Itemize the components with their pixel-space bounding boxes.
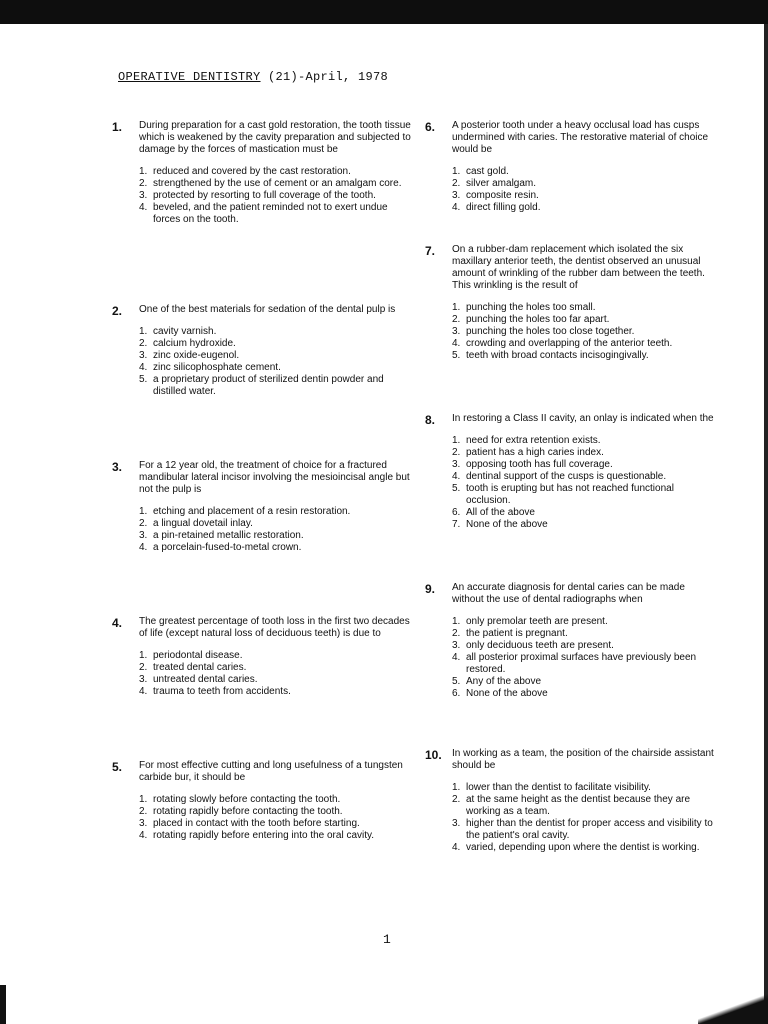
answer-option-text: a lingual dovetail inlay. (153, 518, 253, 529)
answer-option-text: punching the holes too small. (466, 302, 596, 313)
answer-option-text: untreated dental caries. (153, 674, 258, 685)
answer-option-text: treated dental caries. (153, 662, 247, 673)
answer-option-text: etching and placement of a resin restoration. (153, 506, 351, 517)
answer-option (139, 650, 412, 662)
answer-option-text: All of the above (466, 507, 535, 518)
answer-option-text: trauma to teeth from accidents. (153, 686, 291, 697)
question-number: 9. (425, 582, 436, 596)
answer-options (452, 616, 715, 700)
answer-option-number: 5. (139, 374, 148, 385)
question-7 (425, 244, 715, 362)
answer-option-text: None of the above (466, 519, 548, 530)
answer-option-number: 1. (452, 616, 461, 627)
answer-option-number: 1. (452, 302, 461, 313)
question-number: 8. (425, 413, 436, 427)
answer-option-text: punching the holes too far apart. (466, 314, 610, 325)
answer-option (139, 506, 412, 518)
question-stem: A posterior tooth under a heavy occlusal load has cusps undermined with caries. The restorative material of choice would be (452, 120, 709, 155)
answer-option-number: 3. (452, 640, 461, 651)
answer-option (452, 818, 715, 842)
answer-option (452, 338, 715, 350)
answer-option-text: None of the above (466, 688, 548, 699)
answer-option-number: 3. (452, 818, 461, 829)
answer-option (139, 518, 412, 530)
answer-option-number: 1. (452, 782, 461, 793)
question-10 (425, 748, 715, 854)
answer-option-text: rotating rapidly before contacting the tooth. (153, 806, 343, 817)
answer-option-number: 2. (452, 314, 461, 325)
answer-option (452, 519, 715, 531)
answer-option-number: 5. (452, 350, 461, 361)
answer-option (452, 447, 715, 459)
answer-option (139, 374, 412, 398)
question-number: 6. (425, 120, 436, 134)
answer-option-number: 1. (139, 650, 148, 661)
answer-option-number: 4. (452, 338, 461, 349)
answer-options (452, 435, 715, 531)
answer-option (452, 326, 715, 338)
answer-option (452, 507, 715, 519)
answer-option-number: 1. (139, 506, 148, 517)
answer-option-number: 6. (452, 507, 461, 518)
answer-option (452, 190, 715, 202)
answer-option (452, 782, 715, 794)
answer-option-number: 1. (452, 166, 461, 177)
answer-option-number: 4. (452, 202, 461, 213)
question-2 (112, 304, 412, 398)
answer-option-text: rotating rapidly before entering into the oral cavity. (153, 830, 375, 841)
answer-option (139, 686, 412, 698)
answer-option (139, 166, 412, 178)
question-stem: For most effective cutting and long usefulness of a tungsten carbide bur, it should be (139, 760, 403, 783)
answer-option-number: 3. (139, 350, 148, 361)
answer-option-text: all posterior proximal surfaces have previously been restored. (466, 652, 697, 675)
answer-option-number: 5. (452, 676, 461, 687)
answer-option-number: 2. (139, 518, 148, 529)
answer-option-text: calcium hydroxide. (153, 338, 236, 349)
answer-option-text: rotating slowly before contacting the tooth. (153, 794, 341, 805)
answer-option-number: 4. (139, 686, 148, 697)
answer-option-text: beveled, and the patient reminded not to exert undue forces on the tooth. (153, 202, 388, 225)
answer-option (139, 350, 412, 362)
answer-option-text: teeth with broad contacts incisogingivally. (466, 350, 649, 361)
answer-option-number: 3. (139, 530, 148, 541)
answer-option-text: Any of the above (466, 676, 542, 687)
answer-option-text: higher than the dentist for proper access and visibility to the patient's oral cavity. (466, 818, 713, 841)
answer-option (139, 542, 412, 554)
question-number: 1. (112, 120, 123, 134)
answer-option (452, 435, 715, 447)
answer-option-text: reduced and covered by the cast restoration. (153, 166, 351, 177)
answer-options (139, 326, 412, 398)
answer-options (139, 650, 412, 698)
answer-option-number: 2. (452, 178, 461, 189)
question-stem: During preparation for a cast gold restoration, the tooth tissue which is weakened by the cavity preparation and subjected to damage by the forces of mastication must be (139, 120, 411, 155)
answer-option-text: placed in contact with the tooth before starting. (153, 818, 360, 829)
question-number: 10. (425, 748, 442, 762)
question-stem: The greatest percentage of tooth loss in the first two decades of life (except natural loss of deciduous teeth) is due to (139, 616, 410, 639)
answer-option (139, 362, 412, 374)
answer-option (452, 471, 715, 483)
answer-option-text: crowding and overlapping of the anterior teeth. (466, 338, 673, 349)
answer-option (139, 190, 412, 202)
question-9 (425, 582, 715, 700)
answer-options (139, 506, 412, 554)
answer-option-number: 4. (139, 202, 148, 213)
answer-option (452, 178, 715, 190)
question-8 (425, 413, 715, 531)
answer-option-text: at the same height as the dentist because they are working as a team. (466, 794, 691, 817)
answer-option-number: 4. (452, 842, 461, 853)
answer-option (139, 202, 412, 226)
answer-option-number: 2. (452, 794, 461, 805)
answer-option (452, 483, 715, 507)
answer-option-number: 2. (452, 447, 461, 458)
answer-option (452, 202, 715, 214)
answer-option-number: 2. (139, 662, 148, 673)
answer-option-text: a pin-retained metallic restoration. (153, 530, 304, 541)
answer-option-number: 5. (452, 483, 461, 494)
answer-option-number: 1. (139, 166, 148, 177)
answer-option-text: punching the holes too close together. (466, 326, 635, 337)
answer-option-text: patient has a high caries index. (466, 447, 604, 458)
answer-option (139, 662, 412, 674)
answer-option-number: 4. (139, 362, 148, 373)
scan-edge-right (764, 24, 768, 1024)
question-stem: In working as a team, the position of the chairside assistant should be (452, 748, 714, 771)
answer-option-text: tooth is erupting but has not reached functional occlusion. (466, 483, 674, 506)
answer-option-text: composite resin. (466, 190, 539, 201)
answer-option-text: lower than the dentist to facilitate visibility. (466, 782, 651, 793)
answer-option (452, 676, 715, 688)
question-number: 2. (112, 304, 123, 318)
answer-option (452, 640, 715, 652)
answer-option-number: 2. (139, 806, 148, 817)
question-5 (112, 760, 412, 842)
answer-option (139, 674, 412, 686)
answer-option-text: only deciduous teeth are present. (466, 640, 614, 651)
answer-option-text: cast gold. (466, 166, 509, 177)
answer-option-text: the patient is pregnant. (466, 628, 568, 639)
answer-option (452, 628, 715, 640)
answer-options (139, 794, 412, 842)
answer-options (452, 302, 715, 362)
answer-option (139, 530, 412, 542)
page-title (118, 70, 388, 84)
answer-option (139, 326, 412, 338)
answer-option-text: silver amalgam. (466, 178, 537, 189)
answer-option-number: 3. (139, 818, 148, 829)
answer-option-number: 3. (139, 190, 148, 201)
answer-option (139, 338, 412, 350)
answer-option-number: 4. (139, 830, 148, 841)
answer-option (139, 818, 412, 830)
answer-option (452, 166, 715, 178)
question-stem: An accurate diagnosis for dental caries can be made without the use of dental radiographs when (452, 582, 685, 605)
answer-options (139, 166, 412, 226)
answer-option (452, 314, 715, 326)
question-number: 5. (112, 760, 123, 774)
answer-option-text: dentinal support of the cusps is questionable. (466, 471, 667, 482)
question-6 (425, 120, 715, 214)
answer-option-number: 2. (452, 628, 461, 639)
answer-option (452, 302, 715, 314)
answer-option-number: 4. (452, 652, 461, 663)
answer-option-number: 1. (139, 326, 148, 337)
answer-option-text: cavity varnish. (153, 326, 217, 337)
answer-option-number: 2. (139, 338, 148, 349)
scan-edge-bottom-left (0, 985, 6, 1024)
answer-option (452, 688, 715, 700)
answer-option (452, 842, 715, 854)
question-stem: One of the best materials for sedation of the dental pulp is (139, 304, 396, 315)
answer-option-number: 4. (139, 542, 148, 553)
answer-option-text: direct filling gold. (466, 202, 541, 213)
question-4 (112, 616, 412, 698)
answer-option (452, 652, 715, 676)
answer-option-number: 3. (452, 459, 461, 470)
answer-option-text: zinc oxide-eugenol. (153, 350, 240, 361)
answer-option-number: 3. (452, 190, 461, 201)
answer-options (452, 782, 715, 854)
answer-options (452, 166, 715, 214)
page-title-suffix: (21)-April, 1978 (260, 70, 389, 84)
answer-option-number: 6. (452, 688, 461, 699)
answer-option-number: 3. (452, 326, 461, 337)
answer-option (452, 794, 715, 818)
answer-option-number: 7. (452, 519, 461, 530)
answer-option-number: 2. (139, 178, 148, 189)
answer-option-number: 1. (452, 435, 461, 446)
question-1 (112, 120, 412, 226)
question-3 (112, 460, 412, 554)
question-stem: In restoring a Class II cavity, an onlay is indicated when the (452, 413, 714, 424)
scan-edge-top (0, 0, 768, 24)
page-number: 1 (383, 932, 391, 947)
scan-corner-bottom-right (698, 994, 768, 1024)
answer-option (139, 794, 412, 806)
question-number: 7. (425, 244, 436, 258)
answer-option (452, 616, 715, 628)
page-title-subject: OPERATIVE DENTISTRY (118, 70, 261, 84)
answer-option-text: varied, depending upon where the dentist is working. (466, 842, 700, 853)
answer-option (452, 459, 715, 471)
answer-option (452, 350, 715, 362)
answer-option-number: 3. (139, 674, 148, 685)
answer-option (139, 178, 412, 190)
answer-option (139, 806, 412, 818)
answer-option-text: protected by resorting to full coverage of the tooth. (153, 190, 376, 201)
answer-option (139, 830, 412, 842)
answer-option-text: a porcelain-fused-to-metal crown. (153, 542, 302, 553)
question-stem: On a rubber-dam replacement which isolated the six maxillary anterior teeth, the dentist observed an unusual amount of wrinkling of the rubber dam between the teeth. This wrinkling is the result of (452, 244, 705, 291)
answer-option-number: 4. (452, 471, 461, 482)
answer-option-text: a proprietary product of sterilized dentin powder and distilled water. (153, 374, 384, 397)
question-number: 4. (112, 616, 123, 630)
answer-option-text: zinc silicophosphate cement. (153, 362, 281, 373)
question-stem: For a 12 year old, the treatment of choice for a fractured mandibular lateral incisor involving the mesioincisal angle but not the pulp is (139, 460, 410, 495)
answer-option-number: 1. (139, 794, 148, 805)
answer-option-text: need for extra retention exists. (466, 435, 601, 446)
answer-option-text: periodontal disease. (153, 650, 243, 661)
answer-option-text: strengthened by the use of cement or an amalgam core. (153, 178, 402, 189)
answer-option-text: opposing tooth has full coverage. (466, 459, 613, 470)
answer-option-text: only premolar teeth are present. (466, 616, 608, 627)
question-number: 3. (112, 460, 123, 474)
